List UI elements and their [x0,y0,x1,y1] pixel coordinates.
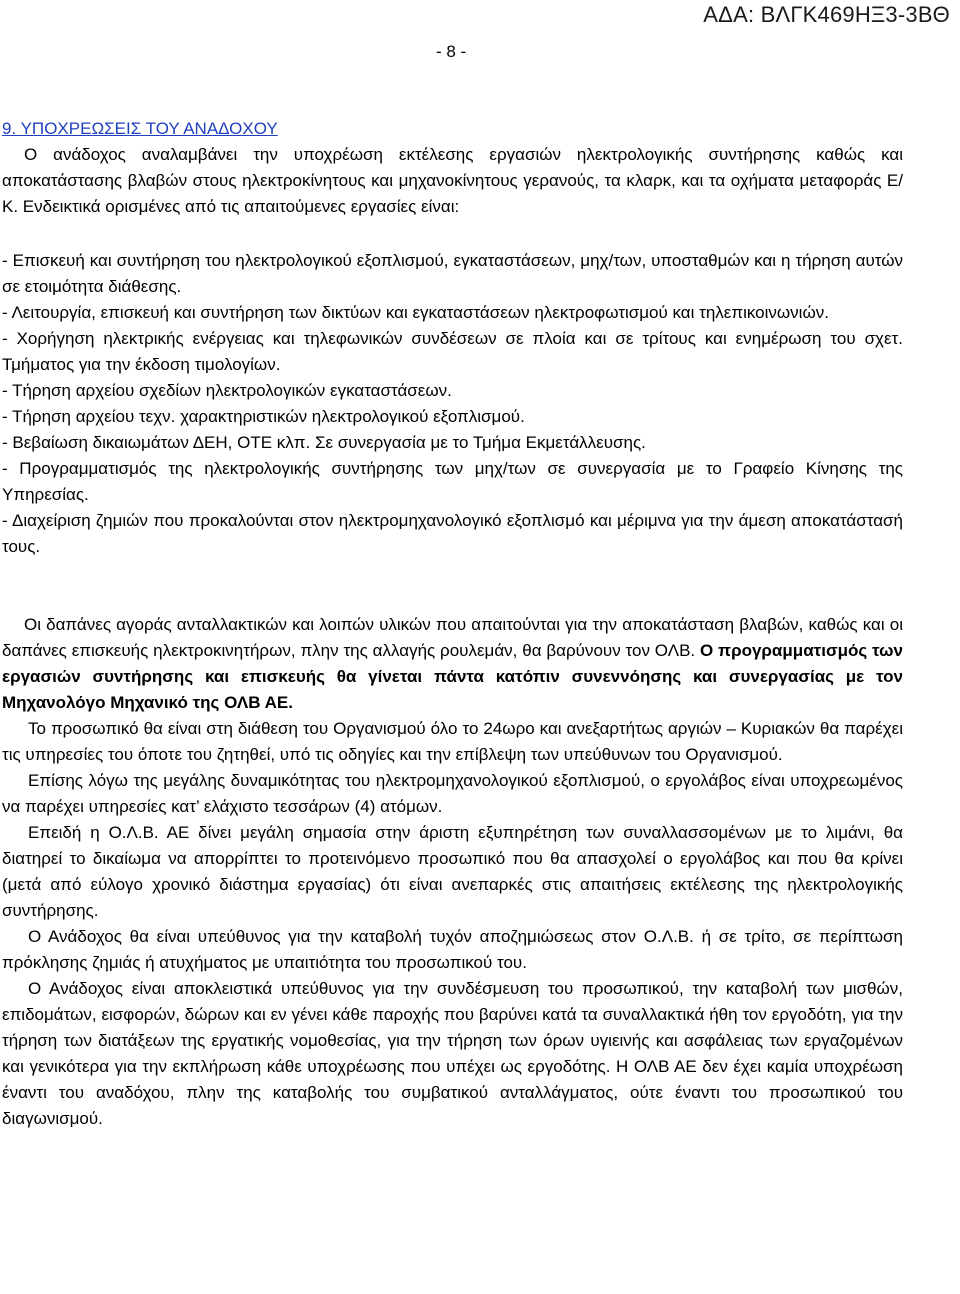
liability-paragraph: Ο Ανάδοχος θα είναι υπεύθυνος για την καταβολή τυχόν αποζημιώσεως στον Ο.Λ.Β. ή σε τρίτο, σε περίπτωση πρόκλησης ζημιάς ή ατυχήματος με υπαιτιότητα του προσωπικού του. [2,927,903,972]
staff-count-paragraph: Επίσης λόγω της μεγάλης δυναμικότητας του ηλεκτρομηχανολογικού εξοπλισμού, ο εργολάβος είναι υποχρεωμένος να παρέχει υπηρεσίες κατ’ ελάχιστο τεσσάρων (4) ατόμων. [2,771,903,816]
costs-paragraph [2,612,903,716]
intro-text-part2: Ενδεικτικά ορισμένες από τις απαιτούμενες εργασίες είναι: [22,197,460,216]
spacer [2,220,903,248]
obligations-paragraph: Ο Ανάδοχος είναι αποκλειστικά υπεύθυνος για την συνδέσμευση του προσωπικού, την καταβολή των μισθών, επιδομάτων, εισφορών, δώρων και εν γένει κάθε παροχής που βαρύνει κατά τα συναλλακτικά ήθη τον εργοδότη, για την τήρηση των διατάξεων της εργατικής νομοθεσίας, για την τήρηση των όρων υγιεινής και ασφάλειας των εργαζομένων και γενικότερα για την εκπλήρωση κάθε υποχρέωσης που υπέχει ως εργοδότης. Η ΟΛΒ ΑΕ δεν έχει καμία υποχρέωση έναντι του αναδόχου, πλην της καταβολής του συμβατικού ανταλλάγματος, ούτε έναντι του προσωπικού του διαγωνισμού. [2,979,903,1128]
intro-text-part1: Ο ανάδοχος αναλαμβάνει την υποχρέωση εκτέλεσης εργασιών ηλεκτρολογικής συντήρησης καθώς και αποκατάστασης βλαβών στους ηλεκτροκίνητους και μηχανοκίνητους γερανούς, τα κλαρκ, και τα οχήματα μεταφοράς Ε/Κ. [2,145,903,216]
costs-text: Οι δαπάνες αγοράς ανταλλακτικών και λοιπών υλικών που απαιτούνται για την αποκατάσταση βλαβών, καθώς και οι δαπάνες επισκευής ηλεκτροκινητήρων, πλην της αλλαγής ρουλεμάν, θα βαρύνουν τον ΟΛΒ. [2,615,903,660]
task-list-item: - Προγραμματισμός της ηλεκτρολογικής συντήρησης των μηχ/των σε συνεργασία με το Γραφείο Κίνησης της Υπηρεσίας. [2,459,903,504]
costs-bold-text: Ο προγραμματισμός των εργασιών συντήρησης και επισκευής θα γίνεται πάντα κατόπιν συνεννόησης και συνεργασίας με τον Μηχανολόγο Μηχανικό της ΟΛΒ ΑΕ. [2,641,903,712]
task-list-item: - Τήρηση αρχείου τεχν. χαρακτηριστικών ηλεκτρολογικού εξοπλισμού. [2,407,525,426]
task-list [2,248,903,560]
task-list-item: - Διαχείριση ζημιών που προκαλούνται στον ηλεκτρομηχανολογικό εξοπλισμό και μέριμνα για την άμεση αποκατάστασή τους. [2,511,903,556]
page-number: - 8 - [436,42,467,61]
document-body [2,116,903,1132]
task-list-item: - Λειτουργία, επισκευή και συντήρηση των δικτύων και εγκαταστάσεων ηλεκτροφωτισμού και τηλεπικοινωνιών. [2,303,829,322]
staff-availability-paragraph: Το προσωπικό θα είναι στη διάθεση του Οργανισμού όλο το 24ωρο και ανεξαρτήτως αργιών – Κυριακών θα παρέχει τις υπηρεσίες του όποτε του ζητηθεί, υπό τις οδηγίες και την επίβλεψη των υπεύθυνων του Οργανισμού. [2,719,903,764]
spacer [2,560,903,612]
task-list-item: - Βεβαίωση δικαιωμάτων ΔΕΗ, ΟΤΕ κλπ. Σε συνεργασία με το Τμήμα Εκμετάλλευσης. [2,433,646,452]
replacement-paragraph: Επειδή η Ο.Λ.Β. ΑΕ δίνει μεγάλη σημασία στην άριστη εξυπηρέτηση των συναλλασσομένων με το λιμάνι, θα διατηρεί το δικαίωμα να απορρίπτει το προτεινόμενο προσωπικό που θα απασχολεί ο εργολάβος και που θα κρίνει (μετά από εύλογο χρονικό διάστημα εργασίας) ότι είναι ανεπαρκές στις απαιτήσεις εκτέλεσης της ηλεκτρολογικής συντήρησης. [2,823,903,920]
section-heading: 9. ΥΠΟΧΡΕΩΣΕΙΣ ΤΟΥ ΑΝΑΔΟΧΟΥ [2,119,278,138]
intro-paragraph [2,142,903,220]
task-list-item: - Χορήγηση ηλεκτρικής ενέργειας και τηλεφωνικών συνδέσεων σε πλοία και σε τρίτους και ενημέρωση του σχετ. Τμήματος για την έκδοση τιμολογίων. [2,329,903,374]
ada-code: ΑΔΑ: ΒΛΓΚ469ΗΞ3-3ΒΘ [703,2,950,27]
task-list-item: - Τήρηση αρχείου σχεδίων ηλεκτρολογικών εγκαταστάσεων. [2,381,452,400]
task-list-item: - Επισκευή και συντήρηση του ηλεκτρολογικού εξοπλισμού, εγκαταστάσεων, μηχ/των, υποσταθμών και η τήρηση αυτών σε ετοιμότητα διάθεσης. [2,251,903,296]
